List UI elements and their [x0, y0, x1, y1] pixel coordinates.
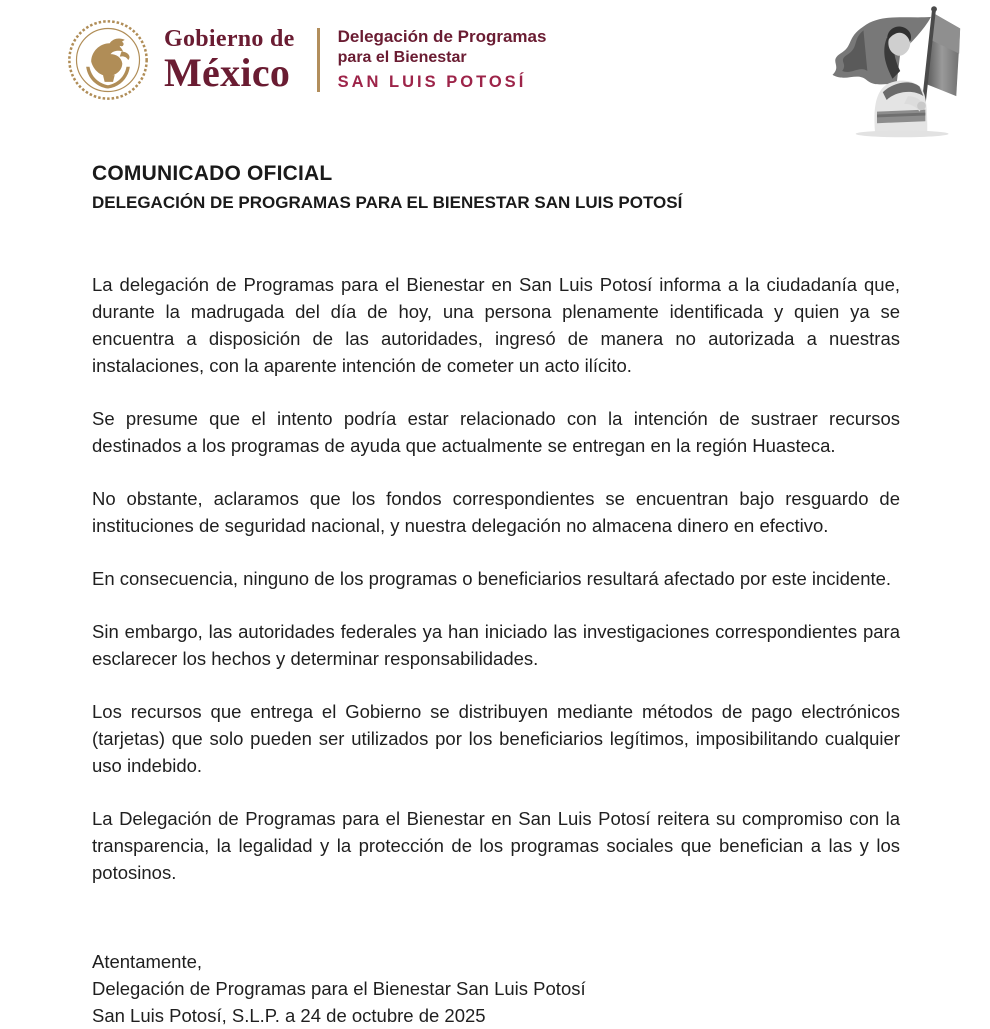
- paragraph-3: No obstante, aclaramos que los fondos correspondientes se encuentran bajo resguardo de instituciones de seguridad nacional, y nuestra delegación no almacena dinero en efectivo.: [92, 488, 900, 536]
- brand-line-1: Gobierno de: [164, 26, 295, 52]
- mexican-coat-of-arms-icon: [66, 18, 150, 102]
- signature-org: Delegación de Programas para el Bienestar San Luis Potosí: [92, 978, 586, 999]
- paragraph-2: Se presume que el intento podría estar relacionado con la intención de sustraer recursos destinados a los programas de ayuda que actualmente se entregan en la región Huasteca.: [92, 408, 900, 456]
- gobierno-de-mexico-logotype: [164, 27, 295, 93]
- signature-block: [92, 948, 900, 1029]
- paragraph-block: [92, 271, 900, 886]
- paragraph-4: En consecuencia, ninguno de los programas o beneficiarios resultará afectado por este incidente.: [92, 568, 892, 589]
- paragraph-7: La Delegación de Programas para el Bienestar en San Luis Potosí reitera su compromiso con la transparencia, la legalidad y la protección de los programas sociales que benefician a las y los potosinos.: [92, 808, 900, 883]
- page-subtitle: DELEGACIÓN DE PROGRAMAS PARA EL BIENESTAR SAN LUIS POTOSÍ: [92, 193, 683, 212]
- communique-body: [92, 162, 900, 1029]
- division-name-block: [338, 26, 547, 93]
- government-brand: [66, 18, 546, 102]
- page-title: COMUNICADO OFICIAL: [92, 162, 333, 185]
- division-line-1: Delegación de Programas: [337, 27, 547, 47]
- paragraph-1: La delegación de Programas para el Bienestar en San Luis Potosí informa a la ciudadanía que, durante la madrugada del día de hoy, una persona plenamente identificada y quien ya se encuentra a disposición de las autoridades, ingresó de manera no autorizada a nuestras instalaciones, con la aparente intención de cometer un acto ilícito.: [92, 274, 900, 376]
- woman-with-flag-illustration: [819, 2, 964, 140]
- paragraph-6: Los recursos que entrega el Gobierno se distribuyen mediante métodos de pago electrónicos (tarjetas) que solo pueden ser utilizados por los beneficiarios legítimos, imposibilitando cualquier uso indebido.: [92, 701, 900, 776]
- signature-closing: Atentamente,: [92, 951, 203, 972]
- division-state-name: SAN LUIS POTOSÍ: [337, 73, 527, 92]
- paragraph-5: Sin embargo, las autoridades federales ya han iniciado las investigaciones correspondientes para esclarecer los hechos y determinar responsabilidades.: [92, 621, 900, 669]
- gold-divider-line: [317, 28, 320, 92]
- division-line-2: para el Bienestar: [337, 49, 467, 67]
- signature-dateline: San Luis Potosí, S.L.P. a 24 de octubre de 2025: [92, 1005, 486, 1026]
- letterhead: [0, 0, 990, 145]
- brand-line-2: México: [164, 50, 291, 95]
